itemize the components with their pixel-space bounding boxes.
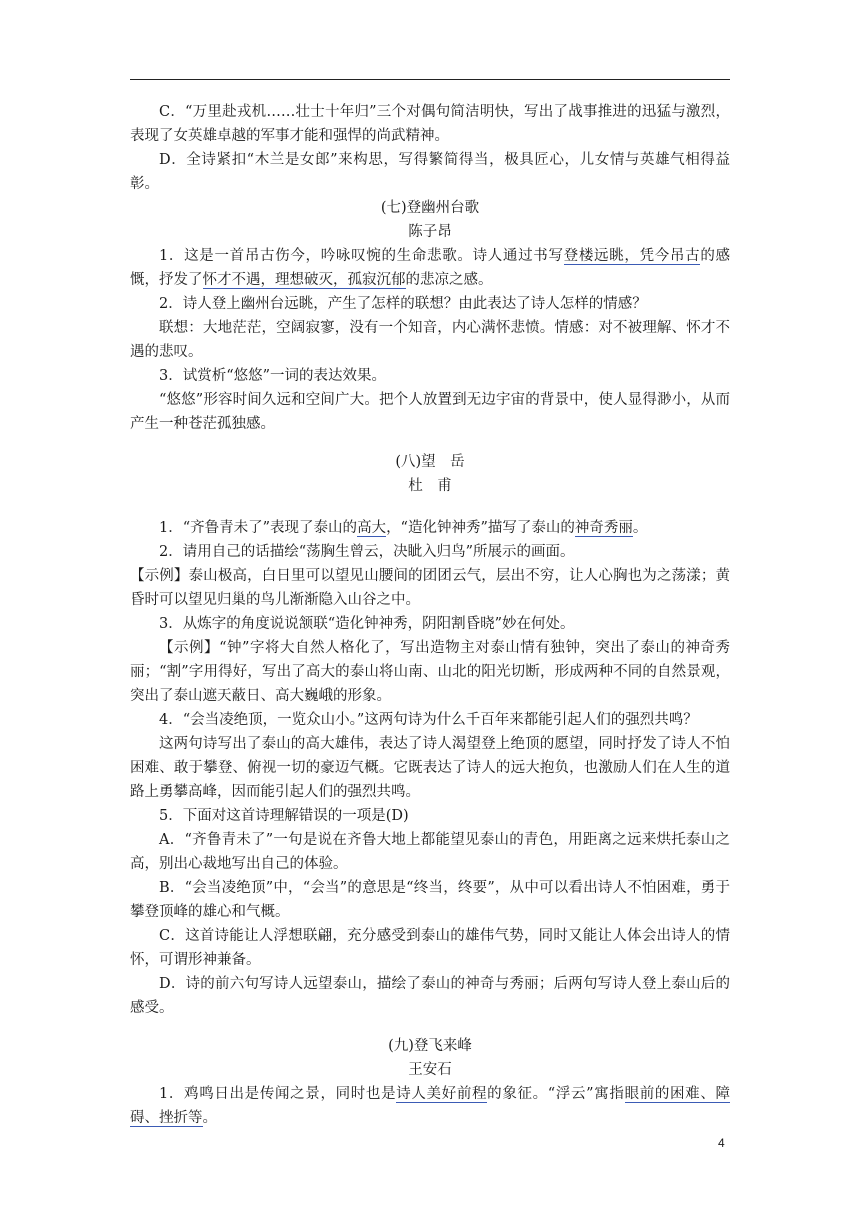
question-1: 1．“齐鲁青未了”表现了泰山的高大，“造化钟神秀”描写了泰山的神奇秀丽。: [159, 520, 648, 536]
answer-2: 【示例】泰山极高，白日里可以望见山腰间的团团云气，层出不穷，让人心胸也为之荡漾；黄昏时可以望见归巢的鸟儿渐渐隐入山谷之中。: [130, 568, 730, 608]
question-1: 1．这是一首吊古伤今，吟咏叹惋的生命悲歌。诗人通过书写登楼远眺，凭今吊古的感慨，抒发了怀才不遇，理想破灭，孤寂沉郁的悲凉之感。: [130, 248, 731, 288]
page-number: 4: [718, 1136, 725, 1150]
question-4: 4．“会当凌绝顶，一览众山小。”这两句诗为什么千百年来都能引起人们的强烈共鸣？: [159, 712, 698, 728]
answer-blank: 怀才不遇，理想破灭，孤寂沉郁: [202, 272, 406, 288]
answer-3: “悠悠”形容时间久远和空间广大。把个人放置到无边宇宙的背景中，使人显得渺小，从而产生一种苍茫孤独感。: [130, 392, 730, 432]
section-author: 陈子昂: [408, 224, 452, 240]
section-title: (七)登幽州台歌: [380, 200, 480, 216]
question-3: 3．从炼字的角度说说颔联“造化钟神秀，阴阳割昏晓”妙在何处。: [159, 616, 575, 632]
option-c: C．这首诗能让人浮想联翩，充分感受到泰山的雄伟气势，同时又能让人体会出诗人的情怀，可谓形神兼备。: [130, 928, 730, 968]
option-c: C．“万里赴戎机……壮士十年归”三个对偶句简洁明快，写出了战事推进的迅猛与激烈，表现了女英雄卓越的军事才能和强悍的尚武精神。: [130, 104, 730, 144]
answer-3: 【示例】“钟”字将大自然人格化了，写出造物主对泰山情有独钟，突出了泰山的神奇秀丽；“割”字用得好，写出了高大的泰山将山南、山北的阳光切断，形成两种不同的自然景观，突出了泰山遮天蔽日、高大巍峨的形象。: [130, 640, 730, 704]
question-2: 2．诗人登上幽州台远眺，产生了怎样的联想？由此表达了诗人怎样的情感？: [159, 296, 647, 312]
document-body: [130, 100, 730, 1130]
answer-2: 联想：大地茫茫，空阔寂寥，没有一个知音，内心满怀悲愤。情感：对不被理解、怀才不遇的悲叹。: [130, 320, 730, 360]
section-author: 杜 甫: [408, 478, 452, 494]
section-title: (九)登飞来峰: [388, 1038, 472, 1054]
option-d: D．诗的前六句写诗人远望泰山，描绘了泰山的神奇与秀丽；后两句写诗人登上泰山后的感受。: [130, 976, 730, 1016]
question-3: 3．试赏析“悠悠”一词的表达效果。: [159, 368, 387, 384]
answer-blank: 高大: [357, 520, 387, 536]
answer-blank: 诗人美好前程: [396, 1086, 488, 1102]
question-1: 1．鸡鸣日出是传闻之景，同时也是诗人美好前程的象征。“浮云”寓指眼前的困难、障碍、挫折等。: [130, 1086, 730, 1126]
option-a: A．“齐鲁青未了”一句是说在齐鲁大地上都能望见泰山的青色，用距离之远来烘托泰山之高，别出心裁地写出自己的体验。: [130, 832, 730, 872]
answer-blank: 神奇秀丽: [574, 520, 633, 536]
question-5: 5．下面对这首诗理解错误的一项是(D): [159, 808, 409, 824]
header-rule: [130, 79, 730, 80]
answer-blank: 登楼远眺，凭今吊古: [563, 248, 701, 264]
option-d: D．全诗紧扣“木兰是女郎”来构思，写得繁简得当，极具匠心，儿女情与英雄气相得益彰。: [130, 152, 730, 192]
answer-blank: 眼前的困难、障碍、挫折等: [130, 1086, 730, 1126]
question-2: 2．请用自己的话描绘“荡胸生曾云，决眦入归鸟”所展示的画面。: [159, 544, 575, 560]
option-b: B．“会当凌绝顶”中，“会当”的意思是“终当，终要”，从中可以看出诗人不怕困难，勇于攀登顶峰的雄心和气概。: [130, 880, 730, 920]
section-author: 王安石: [408, 1062, 452, 1078]
section-title: (八)望 岳: [395, 454, 465, 470]
answer-4: 这两句诗写出了泰山的高大雄伟，表达了诗人渴望登上绝顶的愿望，同时抒发了诗人不怕困难、敢于攀登、俯视一切的豪迈气概。它既表达了诗人的远大抱负，也激励人们在人生的道路上勇攀高峰，因而能引起人们的强烈共鸣。: [130, 736, 730, 800]
